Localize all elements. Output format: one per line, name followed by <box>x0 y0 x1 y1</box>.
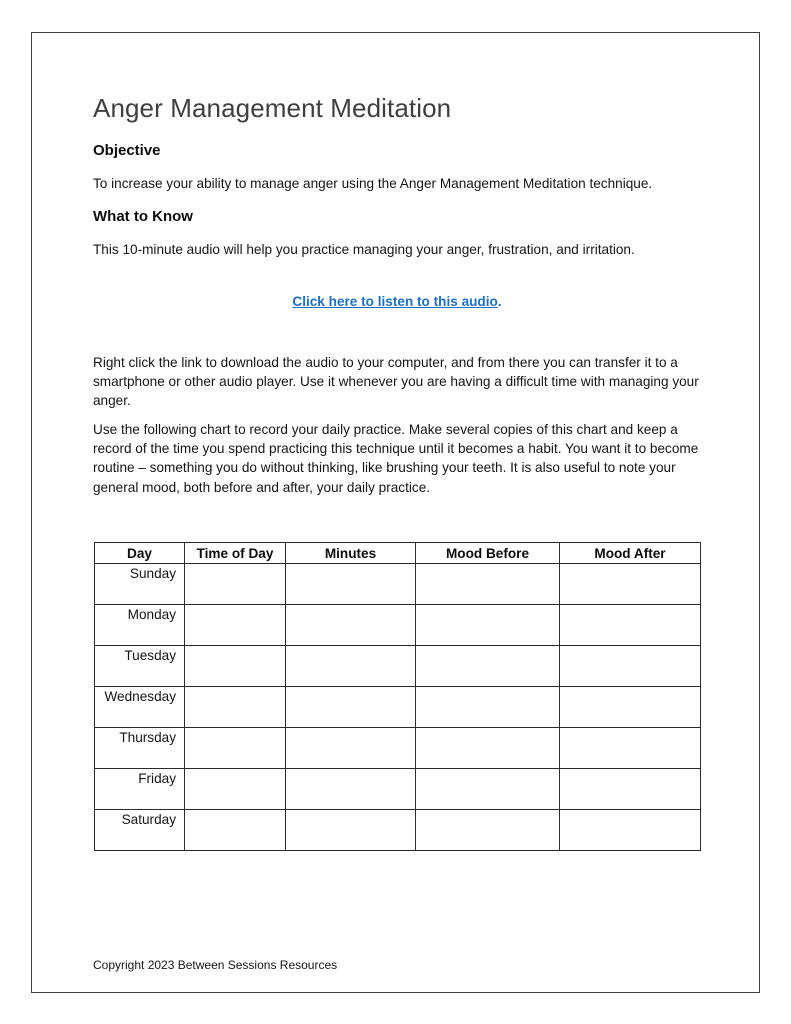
page-content-area <box>93 33 701 992</box>
cell-time-of-day[interactable] <box>185 605 286 646</box>
cell-mood-before[interactable] <box>416 810 560 851</box>
paragraph-chart-instructions: Use the following chart to record your daily practice. Make several copies of this chart and keep a record of the time you spend practicing this technique until it becomes a habit. You want it to become routine – something you do without thinking, like brushing your teeth. It is also useful to note your general mood, both before and after, your daily practice. <box>93 422 699 495</box>
cell-minutes[interactable] <box>286 810 416 851</box>
section-heading-what-to-know: What to Know <box>93 208 193 225</box>
cell-mood-before[interactable] <box>416 646 560 687</box>
cell-day: Saturday <box>95 810 185 851</box>
cell-mood-before[interactable] <box>416 605 560 646</box>
cell-mood-after[interactable] <box>560 646 701 687</box>
audio-link-container <box>93 294 701 309</box>
cell-time-of-day[interactable] <box>185 728 286 769</box>
cell-mood-after[interactable] <box>560 605 701 646</box>
daily-practice-table <box>94 542 701 851</box>
document-page <box>31 32 760 993</box>
copyright-footer: Copyright 2023 Between Sessions Resources <box>93 958 338 972</box>
column-header-mood-after: Mood After <box>560 543 701 564</box>
table-row <box>95 605 701 646</box>
cell-mood-after[interactable] <box>560 810 701 851</box>
cell-minutes[interactable] <box>286 646 416 687</box>
table-row <box>95 564 701 605</box>
paragraph-what-to-know: This 10-minute audio will help you practice managing your anger, frustration, and irritation. <box>93 242 635 257</box>
column-header-day: Day <box>95 543 185 564</box>
column-header-minutes: Minutes <box>286 543 416 564</box>
cell-time-of-day[interactable] <box>185 687 286 728</box>
audio-link-trailing-period: . <box>497 294 502 309</box>
cell-day: Thursday <box>95 728 185 769</box>
cell-mood-before[interactable] <box>416 687 560 728</box>
page-title: Anger Management Meditation <box>93 93 452 123</box>
table-row <box>95 687 701 728</box>
cell-minutes[interactable] <box>286 564 416 605</box>
cell-day: Friday <box>95 769 185 810</box>
table-header-row <box>95 543 701 564</box>
cell-mood-before[interactable] <box>416 728 560 769</box>
column-header-mood-before: Mood Before <box>416 543 560 564</box>
table-row <box>95 769 701 810</box>
cell-time-of-day[interactable] <box>185 810 286 851</box>
table-row <box>95 646 701 687</box>
cell-mood-after[interactable] <box>560 769 701 810</box>
cell-time-of-day[interactable] <box>185 646 286 687</box>
section-heading-objective: Objective <box>93 142 161 159</box>
cell-day: Tuesday <box>95 646 185 687</box>
cell-mood-before[interactable] <box>416 769 560 810</box>
cell-time-of-day[interactable] <box>185 564 286 605</box>
paragraph-download-instructions: Right click the link to download the audio to your computer, and from there you can transfer it to a smartphone or other audio player. Use it whenever you are having a difficult time with managing your anger. <box>93 355 699 409</box>
cell-day: Monday <box>95 605 185 646</box>
cell-mood-after[interactable] <box>560 564 701 605</box>
cell-minutes[interactable] <box>286 605 416 646</box>
cell-minutes[interactable] <box>286 687 416 728</box>
table-body <box>95 564 701 851</box>
cell-time-of-day[interactable] <box>185 769 286 810</box>
cell-day: Sunday <box>95 564 185 605</box>
cell-minutes[interactable] <box>286 769 416 810</box>
cell-mood-after[interactable] <box>560 687 701 728</box>
audio-link[interactable]: Click here to listen to this audio <box>292 294 498 309</box>
cell-mood-before[interactable] <box>416 564 560 605</box>
paragraph-objective: To increase your ability to manage anger using the Anger Management Meditation technique. <box>93 176 653 191</box>
table-row <box>95 728 701 769</box>
cell-day: Wednesday <box>95 687 185 728</box>
column-header-time-of-day: Time of Day <box>185 543 286 564</box>
cell-minutes[interactable] <box>286 728 416 769</box>
cell-mood-after[interactable] <box>560 728 701 769</box>
table-row <box>95 810 701 851</box>
